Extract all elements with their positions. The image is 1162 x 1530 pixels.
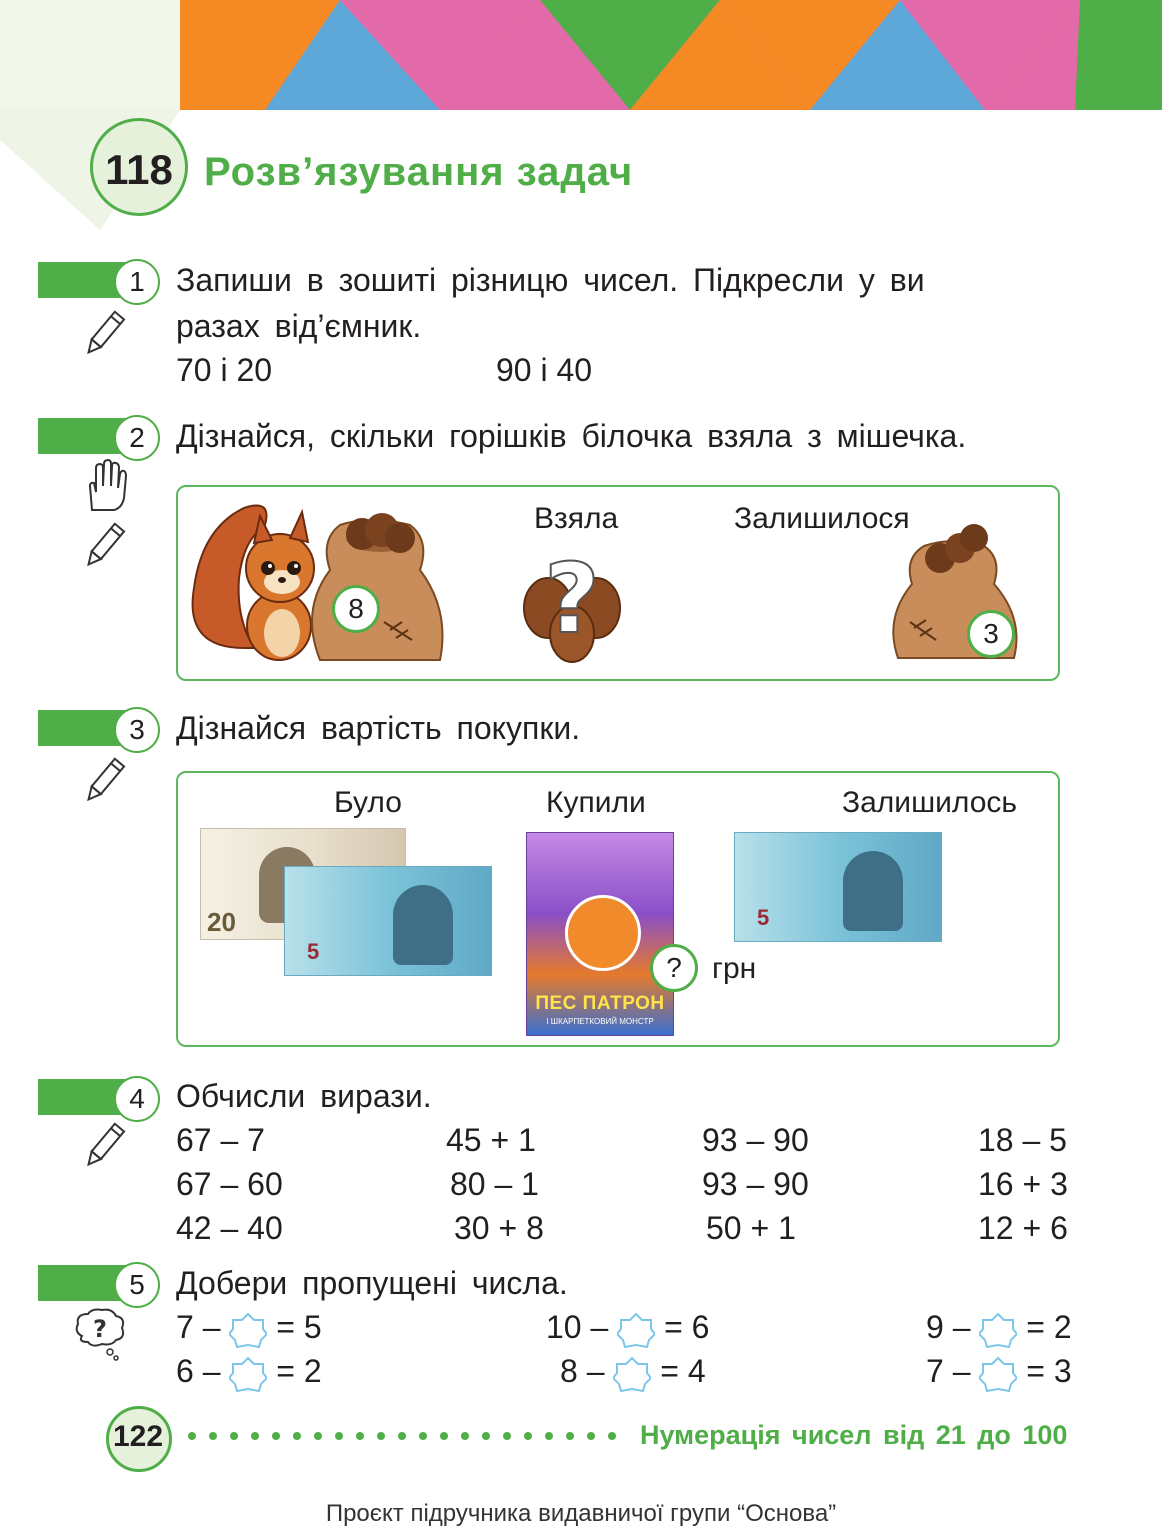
page-number: 122 — [112, 1420, 164, 1453]
svg-text:?: ? — [93, 1315, 107, 1343]
expression: 45 + 1 — [446, 1122, 536, 1158]
price-question-badge: ? — [650, 944, 698, 992]
task-number: 2 — [114, 415, 160, 461]
expression: 30 + 8 — [454, 1210, 544, 1246]
task-1-text-line1: Запиши в зошиті різницю чисел. Підкресли у ви — [176, 262, 925, 298]
blank-star-icon[interactable] — [613, 1356, 651, 1392]
equation: 8 – = 4 — [560, 1353, 706, 1392]
equation: 7 – = 5 — [176, 1309, 322, 1348]
banknote-5: 5 — [284, 866, 492, 976]
expression: 80 – 1 — [450, 1166, 539, 1202]
task-number: 4 — [114, 1076, 160, 1122]
blank-star-icon[interactable] — [617, 1312, 655, 1348]
svg-text:?: ? — [544, 548, 600, 655]
task-3-text: Дізнайся вартість покупки. — [176, 710, 581, 746]
banknote-20: 20 — [200, 828, 406, 940]
pencil-icon — [78, 520, 130, 572]
task-2-text: Дізнайся, скільки горішків білочка взяла з мішечка. — [176, 418, 967, 454]
pencil-icon — [78, 308, 130, 360]
task-1-text-line2: разах від’ємник. — [176, 308, 422, 344]
equation: 10 – = 6 — [546, 1309, 709, 1348]
dotted-divider — [186, 1428, 626, 1444]
task-4-text: Обчисли вирази. — [176, 1078, 432, 1114]
equation: 7 – = 3 — [926, 1353, 1072, 1392]
pencil-icon — [78, 755, 130, 807]
nut-bag-illustration — [300, 500, 460, 670]
hand-icon — [80, 458, 128, 514]
task-number: 3 — [114, 707, 160, 753]
task-1-pair: 90 і 40 — [496, 352, 593, 388]
label-left: Залишилось — [842, 786, 1018, 819]
expression: 12 + 6 — [978, 1210, 1068, 1246]
blank-star-icon[interactable] — [229, 1312, 267, 1348]
equation: 6 – = 2 — [176, 1353, 322, 1392]
question-nuts-icon — [516, 548, 628, 666]
label-took: Взяла — [534, 502, 619, 535]
lesson-number: 118 — [105, 146, 173, 193]
expression: 16 + 3 — [978, 1166, 1068, 1202]
pencil-icon — [78, 1120, 130, 1172]
label-remaining: Залишилося — [734, 502, 910, 535]
nuts-count-badge: 8 — [332, 585, 380, 633]
task-5-text: Добери пропущені числа. — [176, 1265, 568, 1301]
blank-star-icon[interactable] — [979, 1312, 1017, 1348]
currency-label: грн — [712, 952, 757, 985]
equation: 9 – = 2 — [926, 1309, 1072, 1348]
book-cover: ПЕС ПАТРОН І ШКАРПЕТКОВИЙ МОНСТР — [526, 832, 674, 1036]
expression: 50 + 1 — [706, 1210, 796, 1246]
task-number: 1 — [114, 259, 160, 305]
nuts-remaining-badge: 3 — [967, 610, 1015, 658]
label-bought: Купили — [546, 786, 646, 819]
expression: 93 – 90 — [702, 1122, 809, 1158]
label-had: Було — [334, 786, 402, 819]
publisher-credit: Проєкт підручника видавничої групи “Основа” — [325, 1500, 837, 1527]
task-number: 5 — [114, 1262, 160, 1308]
page-title: Розв’язування задач — [204, 150, 634, 194]
expression: 67 – 60 — [176, 1166, 283, 1202]
expression: 42 – 40 — [176, 1210, 283, 1246]
expression: 18 – 5 — [978, 1122, 1067, 1158]
expression: 93 – 90 — [702, 1166, 809, 1202]
task-1-pair: 70 і 20 — [176, 352, 273, 388]
thought-question-icon — [72, 1306, 128, 1362]
section-title: Нумерація чисел від 21 до 100 — [640, 1420, 1068, 1450]
blank-star-icon[interactable] — [229, 1356, 267, 1392]
banknote-5: 5 — [734, 832, 942, 942]
nut-bag-illustration — [884, 518, 1044, 664]
blank-star-icon[interactable] — [979, 1356, 1017, 1392]
expression: 67 – 7 — [176, 1122, 265, 1158]
